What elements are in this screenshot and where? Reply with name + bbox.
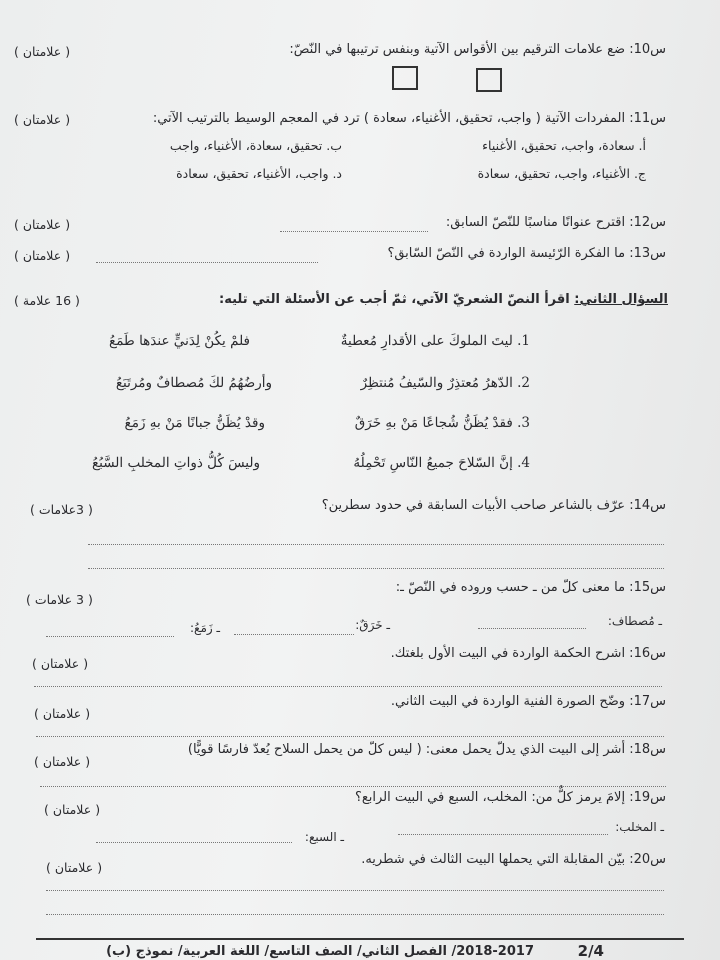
verse-2-second: وأرضُهُمُ لكَ مُصطافٌ ومُرتَبَعُ	[115, 375, 272, 391]
q19-word-beast: ـ السبع:	[304, 830, 344, 844]
q19-answer-beast[interactable]	[96, 842, 292, 843]
q11-text: س11: المفردات الآتية ( واجب، تحقيق، الأغنياء، سعادة ) ترد في المعجم الوسيط بالترتيب الآتي:	[152, 111, 666, 126]
page-footer	[36, 938, 684, 960]
verse-1-first: 1. ليتَ الملوكَ على الأقدارِ مُعطيةٌ	[340, 333, 530, 349]
q19-answer-claw[interactable]	[398, 834, 608, 835]
q11-option-d[interactable]: د. واجب، الأغنياء، تحقيق، سعادة	[176, 166, 342, 181]
q19-marks: ( علامتان )	[44, 802, 101, 817]
section2-label: السؤال الثاني:	[574, 292, 668, 307]
q18-marks: ( علامتان )	[34, 754, 91, 769]
q15-answer-kharaq[interactable]	[234, 634, 354, 635]
q19-text: س19: إلامَ يرمز كلٌّ من: المخلب، السبع في البيت الرابع؟	[354, 790, 666, 805]
q17-text: س17: وضّح الصورة الفنية الواردة في البيت الثاني.	[390, 694, 666, 709]
q15-text: س15: ما معنى كلّ من ـ حسب وروده في النّصّ ـ:	[395, 580, 666, 595]
q15-word-zamaa: ـ زَمَعُ:	[190, 621, 220, 635]
section2-heading	[219, 292, 668, 307]
verse-1-second: فلمْ يكُنْ لِدَنيٍّ عندَها طَمَعُ	[109, 333, 250, 349]
q13-answer-line[interactable]	[96, 262, 318, 263]
footer-text: 2018-2017/ الفصل الثاني/ الصف التاسع/ اللغة العربية/ نموذج (ب)	[106, 944, 534, 959]
page-number: 2/4	[577, 942, 604, 960]
q16-answer-line[interactable]	[34, 686, 662, 687]
q12-answer-line[interactable]	[280, 231, 428, 232]
q20-answer-line-2[interactable]	[46, 914, 664, 915]
q11-option-c[interactable]: ج. الأغنياء، واجب، تحقيق، سعادة	[477, 166, 646, 181]
verse-4-first: 4. إنَّ السّلاحَ جميعُ النّاسِ تَحْمِلُهُ	[353, 455, 530, 471]
q10-marks: ( علامتان )	[14, 44, 71, 59]
q13-text: س13: ما الفكرة الرّئيسة الواردة في النّصّ السّابق؟	[387, 246, 666, 261]
q14-answer-line-1[interactable]	[88, 544, 664, 545]
q14-text: س14: عرّف بالشاعر صاحب الأبيات السابقة في حدود سطرين؟	[321, 498, 666, 513]
q15-answer-zamaa[interactable]	[46, 636, 174, 637]
q18-text: س18: أشر إلى البيت الذي يدلّ يحمل معنى: ( ليس كلّ من يحمل السلاح يُعدّ فارسًا قويًّا)	[187, 742, 666, 757]
q10-box-left[interactable]	[392, 66, 418, 90]
q17-answer-line[interactable]	[36, 736, 664, 737]
q16-marks: ( علامتان )	[32, 656, 89, 671]
q20-text: س20: بيّن المقابلة التي يحملها البيت الثالث في شطريه.	[361, 852, 666, 867]
q11-marks: ( علامتان )	[14, 112, 71, 127]
q10-box-right[interactable]	[476, 68, 502, 92]
verse-2-first: 2. الدّهرُ مُعتذِرٌ والسّيفُ مُنتظِرٌ	[360, 375, 530, 391]
q12-text: س12: اقترح عنوانًا مناسبًا للنّصّ السابق:	[445, 215, 666, 230]
q20-marks: ( علامتان )	[46, 860, 103, 875]
q18-answer-line[interactable]	[40, 786, 666, 787]
verse-3-second: وقدْ يُظَنُّ جبانًا مَنْ بهِ زَمَعُ	[124, 415, 265, 431]
q15-word-kharaq: ـ خَرَقٌ:	[355, 618, 390, 632]
q16-text: س16: اشرح الحكمة الواردة في البيت الأول بلغتك.	[390, 646, 666, 661]
q15-word-mustaf: ـ مُصطاف:	[607, 614, 662, 628]
q14-marks: ( 3علامات )	[30, 502, 93, 517]
q15-answer-mustaf[interactable]	[478, 628, 586, 629]
section2-instructions: اقرأ النصّ الشعريّ الآتي، ثمّ أجب عن الأسئلة التي تليه:	[219, 292, 570, 307]
q13-marks: ( علامتان )	[14, 248, 71, 263]
q19-word-claw: ـ المخلب:	[615, 820, 664, 834]
q20-answer-line-1[interactable]	[46, 890, 664, 891]
q11-option-a[interactable]: أ. سعادة، واجب، تحقيق، الأغنياء	[482, 138, 646, 153]
q11-option-b[interactable]: ب. تحقيق، سعادة، الأغنياء، واجب	[169, 138, 342, 153]
q17-marks: ( علامتان )	[34, 706, 91, 721]
q14-answer-line-2[interactable]	[88, 568, 664, 569]
section2-marks: ( 16 علامة )	[14, 293, 80, 308]
verse-3-first: 3. فقدْ يُظَنُّ شُجاعًا مَنْ بهِ خَرَقٌ	[354, 415, 530, 431]
verse-4-second: وليسَ كُلُّ ذواتِ المخلبِ السَّبُعُ	[92, 455, 260, 471]
q15-marks: ( 3 علامات )	[26, 592, 93, 607]
q12-marks: ( علامتان )	[14, 217, 71, 232]
q10-text: س10: ضع علامات الترقيم بين الأقواس الآتية وبنفس ترتيبها في النّصّ:	[289, 42, 666, 57]
